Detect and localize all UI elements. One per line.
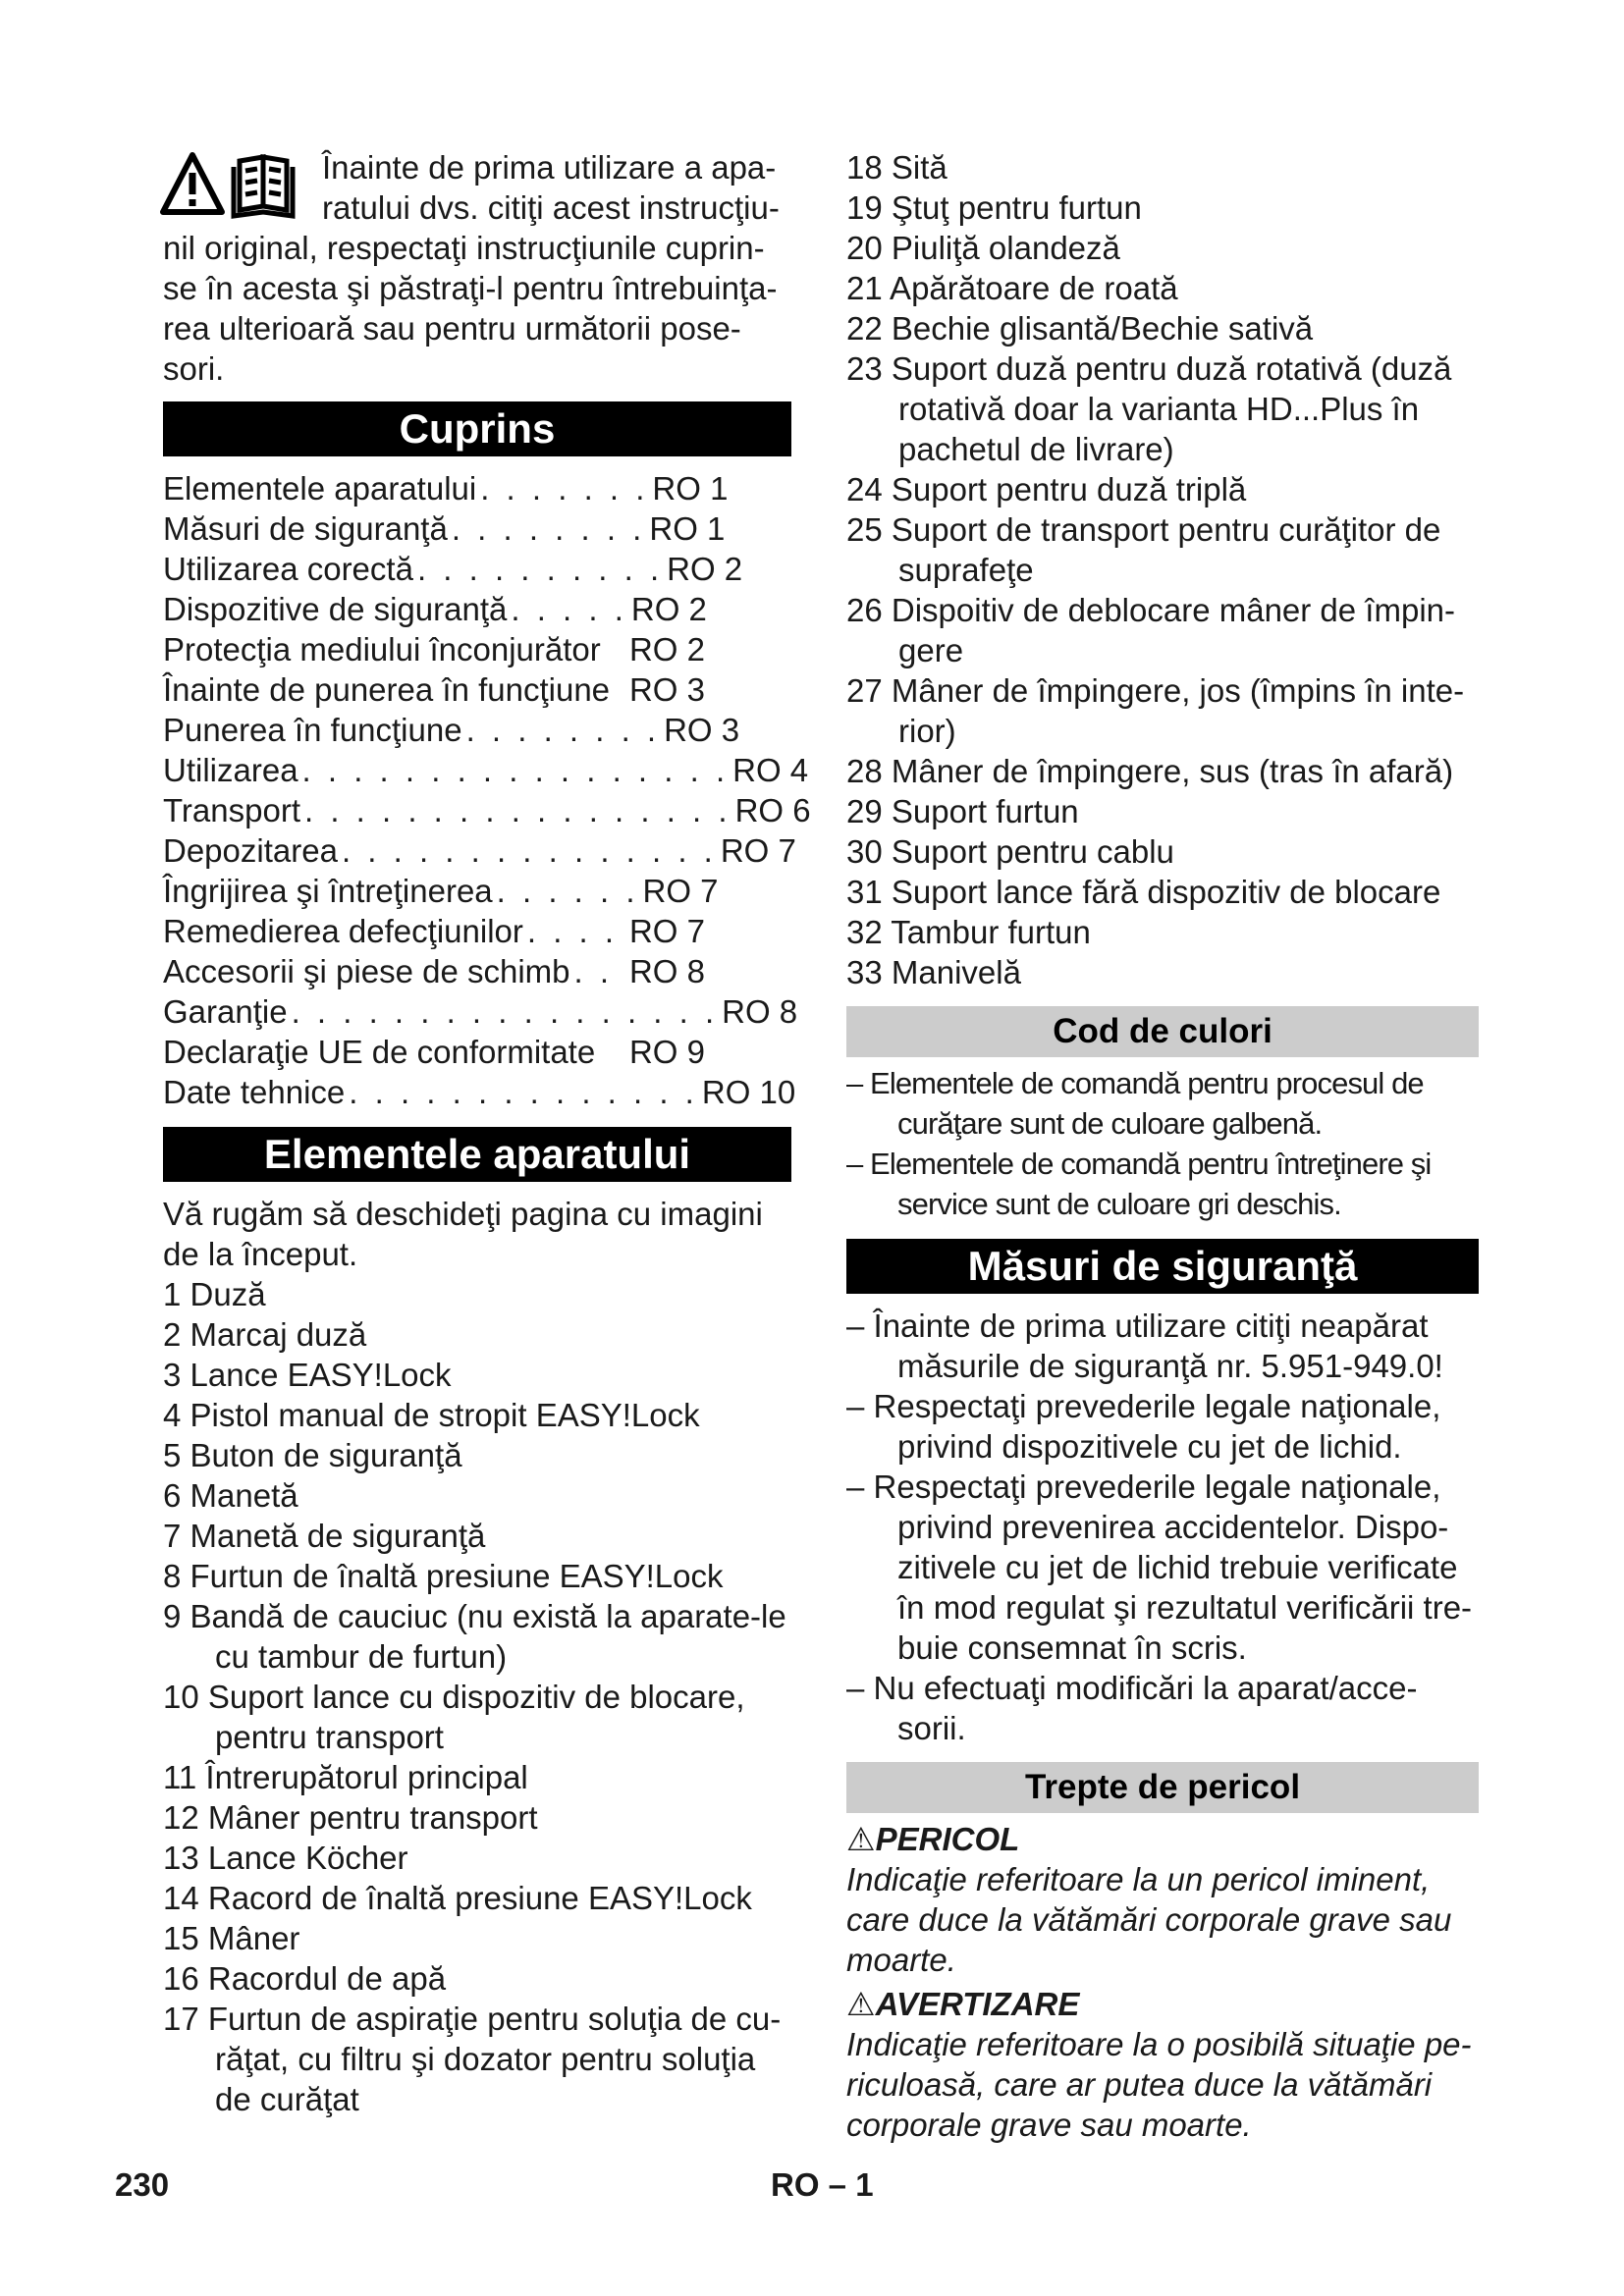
list-item: 12 Mâner pentru transport	[163, 1799, 538, 1836]
toc-entry[interactable]	[163, 991, 798, 1032]
list-item: 3 Lance EASY!Lock	[163, 1357, 452, 1393]
toc-entry[interactable]	[163, 830, 796, 871]
list-item: 30 Suport pentru cablu	[846, 833, 1174, 870]
toc-entry-title: Măsuri de siguranţă	[163, 510, 448, 547]
list-item: – Respectaţi prevederile legale naţionale, privind prevenirea accidentelor. Dispo-zitivele cu jet de lichid trebuie verificate în mod regulat şi rezultatul verificării tre-buie consemnat în scris.	[846, 1468, 1473, 1666]
toc-entry-page: RO 8	[722, 993, 798, 1030]
list-item: 27 Mâner de împingere, jos (împins în inte-rior)	[846, 672, 1465, 749]
toc-entry-page: RO 7	[720, 832, 796, 869]
toc-entry[interactable]	[163, 629, 791, 669]
list-item: 22 Bechie glisantă/Bechie sativă	[846, 310, 1314, 347]
toc-entry-title: Transport	[163, 792, 300, 828]
elements-list	[163, 1274, 791, 2119]
toc-entry[interactable]	[163, 468, 791, 508]
list-item: 23 Suport duză pentru duză rotativă (duză rotativă doar la varianta HD...Plus în pachetul de livrare)	[846, 350, 1452, 467]
toc-entry-page: RO 4	[732, 752, 809, 788]
warning-triangle-icon	[163, 155, 222, 212]
list-item: 14 Racord de înaltă presiune EASY!Lock	[163, 1880, 752, 1916]
table-of-contents	[163, 468, 811, 1112]
toc-entry-title: Îngrijirea şi întreţinerea	[163, 873, 493, 909]
warning-triangle-icon: ⚠	[846, 1821, 876, 1857]
list-item: – Nu efectuaţi modificări la aparat/acce-sorii.	[846, 1670, 1418, 1746]
toc-entry-dots: . .	[573, 953, 614, 989]
toc-entry-page: RO 1	[649, 510, 726, 547]
toc-entry[interactable]	[163, 911, 791, 951]
intro-line: nil original, respectaţi instrucţiunile cuprin-	[163, 230, 765, 266]
toc-entry-page: RO 6	[734, 792, 811, 828]
safety-heading: Măsuri de siguranţă	[846, 1239, 1479, 1294]
left-column	[163, 147, 811, 2119]
toc-entry-page: RO 2	[628, 631, 705, 667]
color-code-heading: Cod de culori	[846, 1006, 1479, 1057]
list-item: 2 Marcaj duză	[163, 1316, 367, 1353]
list-item: 9 Bandă de cauciuc (nu există la aparate-le cu tambur de furtun)	[163, 1598, 786, 1675]
toc-entry-title: Date tehnice	[163, 1074, 346, 1110]
toc-entry[interactable]	[163, 710, 791, 750]
list-item: 21 Apărătoare de roată	[846, 270, 1178, 306]
list-item: – Respectaţi prevederile legale naţionale, privind dispozitivele cu jet de lichid.	[846, 1388, 1441, 1465]
danger-level-avertizare	[846, 1984, 1479, 2145]
toc-entry-page: RO 2	[667, 551, 743, 587]
toc-entry[interactable]	[163, 549, 791, 589]
right-column	[846, 147, 1479, 2145]
toc-entry-title: Remedierea defecţiunilor	[163, 913, 523, 949]
toc-entry[interactable]	[163, 871, 791, 911]
intro-line: Înainte de prima utilizare a apa-	[322, 149, 777, 186]
toc-entry-title: Garanţie	[163, 993, 288, 1030]
color-code-list	[846, 1063, 1479, 1224]
danger-level-label-row	[846, 1819, 1479, 1859]
toc-entry-title: Înainte de punerea în funcţiune	[163, 671, 611, 708]
toc-entry-page: RO 7	[642, 873, 719, 909]
warning-triangle-icon: ⚠	[846, 1986, 876, 2022]
list-item: 18 Sită	[846, 149, 947, 186]
list-item: 32 Tambur furtun	[846, 914, 1091, 950]
toc-entry-title: Utilizarea	[163, 752, 298, 788]
section-page-number: RO – 1	[771, 2166, 874, 2203]
page-number: 230	[115, 2166, 170, 2203]
toc-entry-title: Accesorii şi piese de schimb	[163, 953, 570, 989]
toc-entry[interactable]	[163, 790, 811, 830]
danger-level-label-row	[846, 1984, 1479, 2024]
toc-entry-title: Dispozitive de siguranţă	[163, 591, 508, 627]
list-item: 17 Furtun de aspiraţie pentru soluţia de cu-răţat, cu filtru şi dozator pentru soluţia de curăţat	[163, 2001, 782, 2117]
list-item: 1 Duză	[163, 1276, 266, 1312]
toc-entry-dots: . . . . . . . . . . . . . . .	[341, 832, 717, 869]
list-item: 33 Manivelă	[846, 954, 1021, 990]
list-item: – Elementele de comandă pentru procesul de curăţare sunt de culoare galbenă.	[846, 1066, 1424, 1141]
list-item: 19 Ştuţ pentru furtun	[846, 189, 1142, 226]
intro-line: se în acesta şi păstraţi-l pentru întrebuinţa-	[163, 270, 778, 306]
toc-entry-page: RO 3	[664, 712, 740, 748]
list-item: 8 Furtun de înaltă presiune EASY!Lock	[163, 1558, 724, 1594]
toc-heading: Cuprins	[163, 401, 791, 456]
safety-list	[846, 1306, 1479, 1748]
toc-entry-dots: . . . . . . . .	[465, 712, 661, 748]
toc-entry-title: Elementele aparatului	[163, 470, 477, 507]
toc-entry[interactable]	[163, 1032, 791, 1072]
toc-entry-title: Protecţia mediului înconjurător	[163, 631, 601, 667]
list-item: – Înainte de prima utilizare citiţi neapărat măsurile de siguranţă nr. 5.951-949.0!	[846, 1308, 1443, 1384]
danger-level-label: PERICOL	[875, 1821, 1020, 1857]
elements-heading: Elementele aparatului	[163, 1127, 791, 1182]
toc-entry-dots: . . . . . . . . . . . . . . . . .	[304, 792, 731, 828]
toc-entry-dots: . . . .	[526, 913, 619, 949]
toc-entry-dots: . . . . . .	[496, 873, 639, 909]
danger-level-pericol	[846, 1819, 1479, 1980]
toc-entry-page: RO 8	[628, 953, 705, 989]
toc-entry-dots: . . . . . . . . . . . . . . . . .	[291, 993, 719, 1030]
list-item: 29 Suport furtun	[846, 793, 1079, 829]
list-item: 10 Suport lance cu dispozitiv de blocare, pentru transport	[163, 1679, 745, 1755]
elements-list-continued	[846, 147, 1479, 992]
toc-entry-dots: . . . . . . . . . . . . . . . . .	[301, 752, 730, 788]
list-item: 16 Racordul de apă	[163, 1960, 447, 1997]
intro-icons	[161, 149, 316, 220]
toc-entry[interactable]	[163, 951, 791, 991]
danger-level-label: AVERTIZARE	[875, 1986, 1080, 2022]
toc-entry[interactable]	[163, 508, 791, 549]
toc-entry-title: Punerea în funcţiune	[163, 712, 462, 748]
danger-levels-heading: Trepte de pericol	[846, 1762, 1479, 1813]
toc-entry-dots: . . . . . . .	[480, 470, 649, 507]
intro-line: ratului dvs. citiţi acest instrucţiu-	[322, 189, 780, 226]
warning-book-icons	[161, 149, 316, 220]
toc-entry-title: Depozitarea	[163, 832, 338, 869]
toc-entry-dots: . . . . .	[511, 591, 627, 627]
list-item: 5 Buton de siguranţă	[163, 1437, 462, 1473]
toc-entry-page: RO 7	[628, 913, 705, 949]
toc-entry-dots: . . . . . . . . . . . . . .	[349, 1074, 698, 1110]
list-item: 15 Mâner	[163, 1920, 300, 1956]
toc-entry-page: RO 2	[630, 591, 707, 627]
list-item: 28 Mâner de împingere, sus (tras în afară)	[846, 753, 1454, 789]
toc-entry[interactable]	[163, 589, 791, 629]
toc-entry-page: RO 9	[628, 1034, 705, 1070]
list-item: 20 Piuliţă olandeză	[846, 230, 1120, 266]
danger-level-text: Indicaţie referitoare la un pericol iminent, care duce la vătămări corporale grave sau moarte.	[846, 1861, 1452, 1978]
toc-entry-dots: . . . . . . . . . .	[416, 551, 664, 587]
toc-entry-title: Declaraţie UE de conformitate	[163, 1034, 596, 1070]
intro-line: rea ulterioară sau pentru următorii pose-	[163, 310, 741, 347]
toc-entry-page: RO 3	[628, 671, 705, 708]
list-item: 24 Suport pentru duză triplă	[846, 471, 1247, 507]
list-item: 26 Dispoitiv de deblocare mâner de împin-gere	[846, 592, 1455, 668]
toc-entry[interactable]	[163, 750, 809, 790]
toc-entry-page: RO 10	[701, 1074, 796, 1110]
toc-entry-dots	[610, 669, 629, 710]
toc-entry-page: RO 1	[652, 470, 729, 507]
list-item: 4 Pistol manual de stropit EASY!Lock	[163, 1397, 700, 1433]
open-book-icon	[234, 157, 293, 216]
list-item: 11 Întrerupătorul principal	[163, 1759, 528, 1795]
list-item: 13 Lance Köcher	[163, 1840, 408, 1876]
intro-paragraph	[163, 147, 791, 389]
toc-entry-title: Utilizarea corectă	[163, 551, 413, 587]
toc-entry[interactable]	[163, 1072, 796, 1112]
list-item: – Elementele de comandă pentru întreţinere şi service sunt de culoare gri deschis.	[846, 1147, 1432, 1221]
danger-level-text: Indicaţie referitoare la o posibilă situaţie pe-riculoasă, care ar putea duce la vătămări corporale grave sau moarte.	[846, 2026, 1472, 2143]
toc-entry-dots	[601, 629, 629, 669]
toc-entry[interactable]	[163, 669, 791, 710]
list-item: 6 Manetă	[163, 1477, 298, 1514]
list-item: 31 Suport lance fără dispozitiv de blocare	[846, 874, 1441, 910]
elements-intro: Vă rugăm să deschideţi pagina cu imagini de la început.	[163, 1196, 763, 1272]
list-item: 7 Manetă de siguranţă	[163, 1518, 486, 1554]
toc-entry-dots	[595, 1032, 629, 1072]
list-item: 25 Suport de transport pentru curăţitor de suprafeţe	[846, 511, 1441, 588]
toc-entry-dots: . . . . . . . .	[451, 510, 646, 547]
intro-line: sori.	[163, 350, 225, 387]
